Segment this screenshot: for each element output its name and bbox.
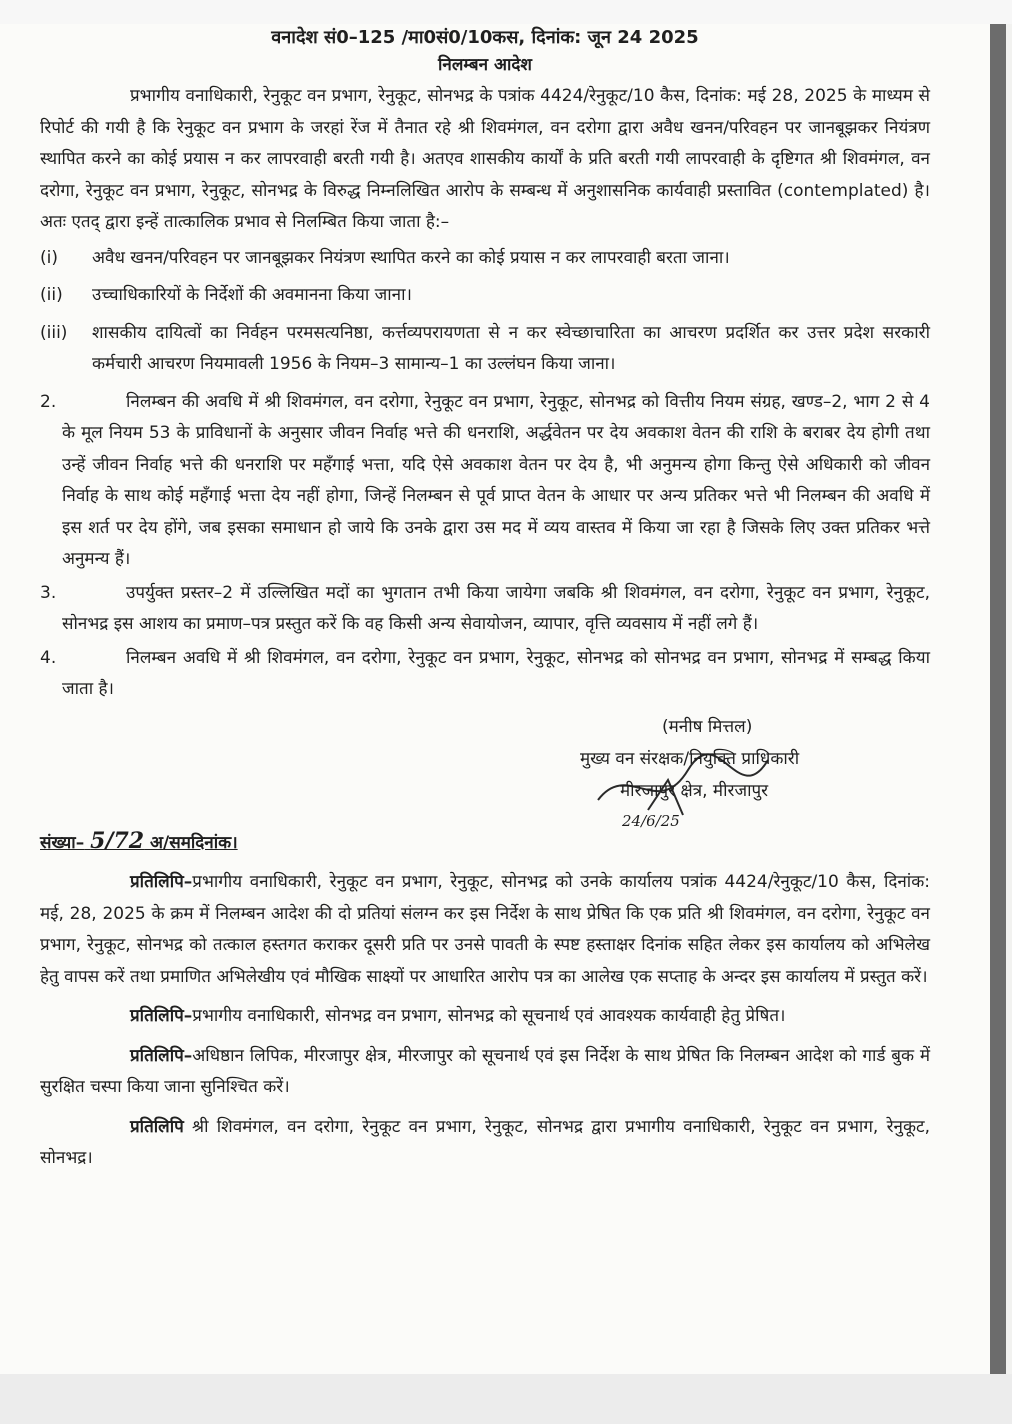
- scan-edge-strip: [990, 24, 1006, 1374]
- paragraph-text: निलम्बन की अवधि में श्री शिवमंगल, वन दरोगा, रेनुकूट वन प्रभाग, रेनुकूट, सोनभद्र को वित्तीय नियम संग्रह, खण्ड–2, भाग 2 से 4 के मूल नियम 53 के प्राविधानों के अनुसार जीवन निर्वाह भत्ते की धनराशि, अर्द्धवेतन पर देय अवकाश वेतन की राशि के बराबर देय होगी तथा उन्हें जीवन निर्वाह भत्ते की धनराशि पर महँगाई भत्ता, यदि ऐसे अवकाश वेतन पर देय है, भी अनुमन्य होगा किन्तु ऐसे अधिकारी को जीवन निर्वाह के साथ कोई महँगाई भत्ता देय नहीं होगा, जिन्हें निलम्बन से पूर्व प्राप्त वेतन के आधार पर अन्य प्रतिकर भत्ते भी निलम्बन की अवधि में इस शर्त पर देय होंगे, जब इसका समाधान हो जाये कि उनके द्वारा उस मद में व्यय वास्तव में किया जा रहा है जिसके लिए उक्त प्रतिकर भत्ते अनुमन्य हैं।: [62, 391, 930, 569]
- charge-text: उच्चाधिकारियों के निर्देशों की अवमानना किया जाना।: [92, 285, 412, 305]
- copy-label: प्रतिलिपि: [130, 1116, 184, 1137]
- paragraph-number: 4.: [40, 647, 57, 668]
- copy-label: प्रतिलिपि–: [130, 1045, 193, 1066]
- copy-paragraph: [40, 867, 930, 993]
- paragraph-text: उपर्युक्त प्रस्तर–2 में उल्लिखित मदों का भुगतान तभी किया जायेगा जबकि श्री शिवमंगल, वन दरोगा, रेनुकूट वन प्रभाग, रेनुकूट, सोनभद्र इस आशय का प्रमाण–पत्र प्रस्तुत करें कि वह किसी अन्य सेवायोजन, व्यापार, वृत्ति व्यवसाय में नहीं लगे हैं।: [62, 582, 930, 634]
- copy-text: अधिष्ठान लिपिक, मीरजापुर क्षेत्र, मीरजापुर को सूचनार्थ एवं इस निर्देश के साथ प्रेषित कि निलम्बन आदेश को गार्ड बुक में सुरक्षित चस्पा किया जाना सुनिश्चित करें।: [40, 1045, 930, 1097]
- copy-text: श्री शिवमंगल, वन दरोगा, रेनुकूट वन प्रभाग, रेनुकूट, सोनभद्र द्वारा प्रभागीय वनाधिकारी, रेनुकूट वन प्रभाग, रेनुकूट, सोनभद्र।: [40, 1116, 930, 1168]
- paragraph-number: 3.: [40, 582, 57, 603]
- intro-paragraph: प्रभागीय वनाधिकारी, रेनुकूट वन प्रभाग, रेनुकूट, सोनभद्र के पत्रांक 4424/रेनुकूट/10 कैस, दिनांक: मई 28, 2025 के माध्यम से रिपोर्ट की गयी है कि रेनुकूट वन प्रभाग के जरहां रेंज में तैनात रहे श्री शिवमंगल, वन दरोगा द्वारा अवैध खनन/परिवहन पर जानबूझकर नियंत्रण स्थापित करने का कोई प्रयास न कर लापरवाही बरती गयी है। अतएव शासकीय कार्यों के प्रति बरती गयी लापरवाही के दृष्टिगत श्री शिवमंगल, वन दरोगा, रेनुकूट वन प्रभाग, रेनुकूट, सोनभद्र के विरुद्ध निम्नलिखित आरोप के सम्बन्ध में अनुशासनिक कार्यवाही प्रस्तावित (contemplated) है। अतः एतद् द्वारा इन्हें तात्कालिक प्रभाव से निलम्बित किया जाता है:–: [40, 86, 930, 232]
- charge-item: [40, 280, 930, 312]
- charge-number: (ii): [40, 285, 63, 305]
- bottom-margin: [0, 1374, 1012, 1424]
- paragraph-text: निलम्बन अवधि में श्री शिवमंगल, वन दरोगा, रेनुकूट वन प्रभाग, रेनुकूट, सोनभद्र को सोनभद्र वन प्रभाग, सोनभद्र में सम्बद्ध किया जाता है।: [62, 647, 930, 699]
- top-margin: [0, 0, 1012, 24]
- copy-text: प्रभागीय वनाधिकारी, सोनभद्र वन प्रभाग, सोनभद्र को सूचनार्थ एवं आवश्यक कार्यवाही हेतु प्रेषित।: [192, 1006, 786, 1026]
- numbered-paragraph: [40, 643, 930, 706]
- charge-text: अवैध खनन/परिवहन पर जानबूझकर नियंत्रण स्थापित करने का कोई प्रयास न कर लापरवाही बरता जाना।: [92, 247, 730, 268]
- numbered-paragraph: [40, 578, 930, 641]
- copy-label: प्रतिलिपि–: [130, 1006, 193, 1026]
- reference-number: 5/72: [90, 827, 145, 854]
- copy-label: प्रतिलिपि–: [130, 872, 193, 892]
- signature-block: [40, 706, 930, 830]
- reference-prefix: संख्या–: [40, 832, 85, 853]
- page-title: निलम्बन आदेश: [438, 54, 532, 75]
- reference-suffix: अ/समदिनांक।: [150, 832, 238, 853]
- dispatch-reference: [40, 826, 930, 860]
- copy-paragraph: [40, 1001, 930, 1033]
- signatory-name: (मनीष मित्तल): [662, 716, 753, 737]
- signatory-office: मीरजापुर क्षेत्र, मीरजापुर: [620, 780, 769, 801]
- numbered-paragraph: [40, 387, 930, 576]
- order-reference-header: वनादेश सं0–125 /मा0सं0/10कस, दिनांक: जून 24 2025: [271, 27, 699, 48]
- charge-number: (iii): [40, 322, 68, 343]
- charge-text: शासकीय दायित्वों का निर्वहन परमसत्यनिष्ठा, कर्त्तव्यपरायणता से न कर स्वेच्छाचारिता का आचरण प्रदर्शित कर उत्तर प्रदेश सरकारी कर्मचारी आचरण नियमावली 1956 के नियम–3 सामान्य–1 का उल्लंघन किया जाना।: [92, 322, 930, 374]
- document-page: [0, 24, 990, 1374]
- copy-text: प्रभागीय वनाधिकारी, रेनुकूट वन प्रभाग, रेनुकूट, सोनभद्र को उनके कार्यालय पत्रांक 4424/रेनुकूट/10 कैस, दिनांक: मई, 28, 2025 के क्रम में निलम्बन आदेश की दो प्रतियां संलग्न कर इस निर्देश के साथ प्रेषित कि एक प्रति श्री शिवमंगल, वन दरोगा, रेनुकूट वन प्रभाग, रेनुकूट, सोनभद्र को तत्काल हस्तगत कराकर दूसरी प्रति पर उनसे पावती के स्पष्ट हस्ताक्षर दिनांक सहित लेकर इस कार्यालय को अभिलेख हेतु वापस करें तथा प्रमाणित अभिलेखीय एवं मौखिक साक्ष्यों पर आधारित आरोप पत्र का आलेख एक सप्ताह के अन्दर इस कार्यालय में प्रस्तुत करें।: [40, 872, 930, 987]
- charge-item: [40, 318, 930, 381]
- charge-item: [40, 243, 930, 275]
- document-body: [40, 24, 930, 1175]
- copy-paragraph: [40, 1112, 930, 1175]
- signatory-designation: मुख्य वन संरक्षक/नियुक्ति प्राधिकारी: [580, 748, 800, 769]
- charge-number: (i): [40, 247, 58, 268]
- copy-paragraph: [40, 1041, 930, 1104]
- signature-date: 24/6/25: [622, 811, 680, 830]
- paragraph-number: 2.: [40, 391, 57, 412]
